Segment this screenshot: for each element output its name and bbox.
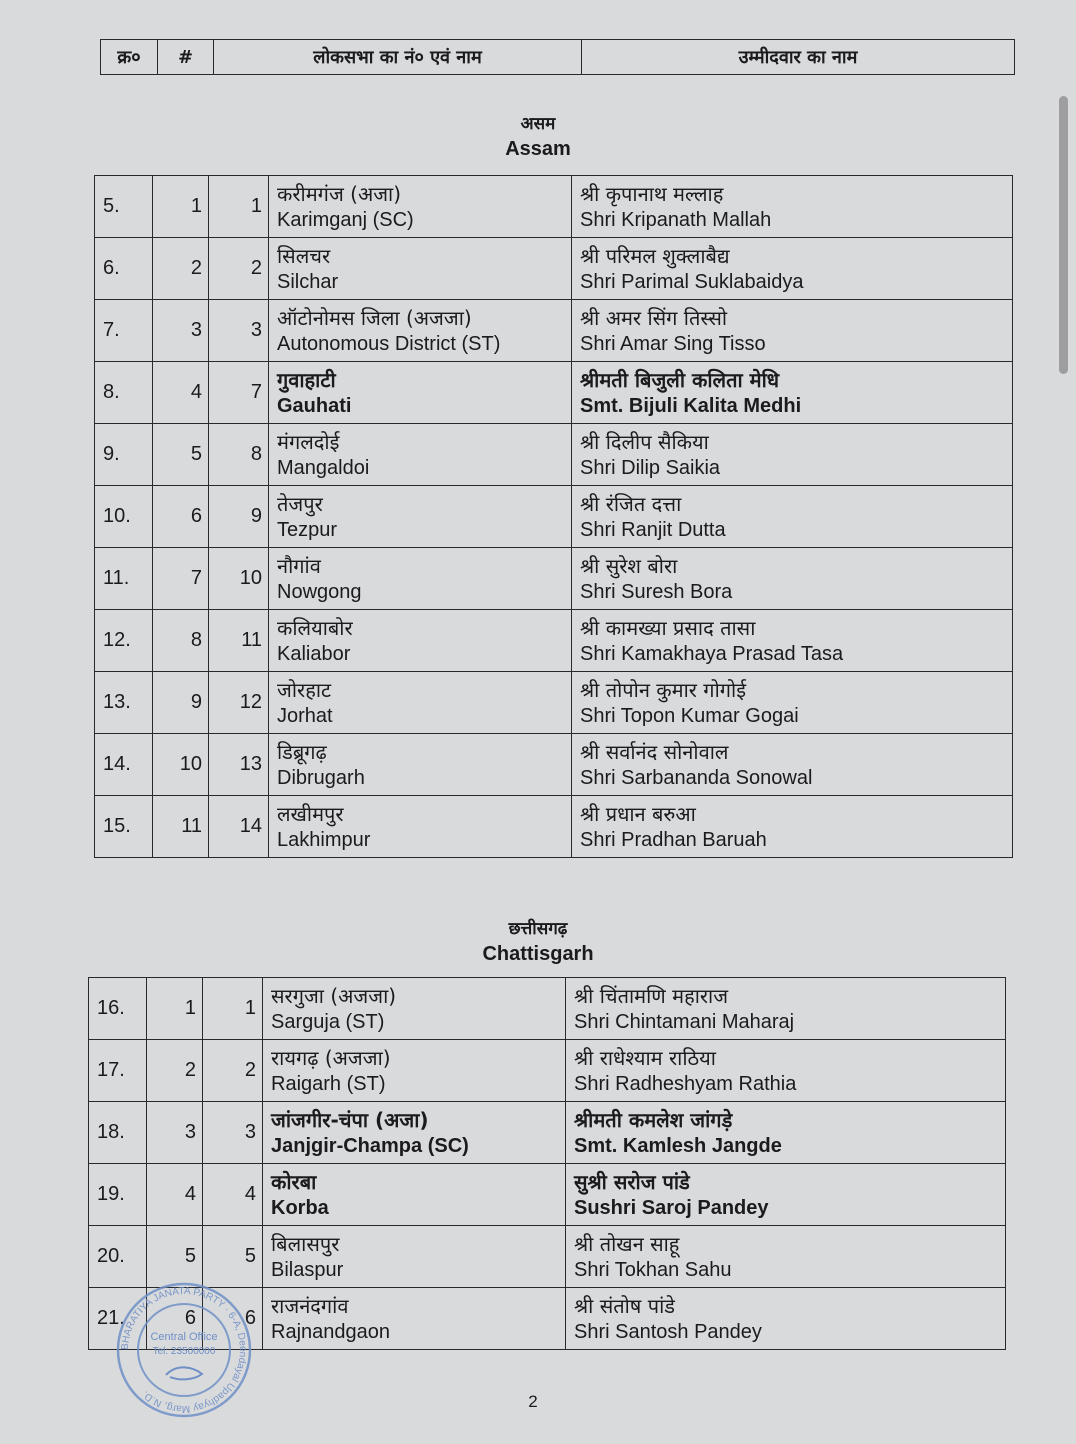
seat-number-cell: 11 — [209, 610, 269, 672]
header-hash: # — [158, 40, 214, 75]
constituency-cell — [269, 486, 572, 548]
constituency-cell-english: Autonomous District (ST) — [277, 332, 501, 355]
table-row — [95, 734, 1013, 796]
serial-number-cell: 19. — [89, 1164, 147, 1226]
serial-number-cell: 5. — [95, 176, 153, 238]
serial-number-cell: 7. — [95, 300, 153, 362]
candidate-cell-hindi: श्री सुरेश बोरा — [580, 553, 678, 578]
table-row — [89, 1102, 1006, 1164]
constituency-cell-hindi: सिलचर — [277, 243, 331, 268]
serial-number-cell: 18. — [89, 1102, 147, 1164]
candidate-cell-english: Smt. Bijuli Kalita Medhi — [580, 394, 802, 417]
serial-number-cell: 16. — [89, 978, 147, 1040]
header-constituency: लोकसभा का नं० एवं नाम — [214, 40, 582, 75]
candidate-cell-hindi: श्री परिमल शुक्लाबैद्य — [580, 243, 730, 268]
state-index-cell: 5 — [147, 1226, 203, 1288]
state-index-cell: 1 — [147, 978, 203, 1040]
candidate-cell-hindi: श्री कामख्या प्रसाद तासा — [580, 615, 756, 640]
candidate-cell-english: Shri Ranjit Dutta — [580, 518, 726, 541]
table-row — [95, 610, 1013, 672]
constituency-cell — [269, 424, 572, 486]
table-row — [95, 796, 1013, 858]
seat-number-cell: 12 — [209, 672, 269, 734]
candidate-cell — [572, 486, 1013, 548]
constituency-cell-hindi: रायगढ़ (अजजा) — [271, 1045, 391, 1070]
constituency-cell-hindi: जोरहाट — [277, 677, 332, 702]
seat-number-cell: 3 — [209, 300, 269, 362]
constituency-cell — [263, 1226, 566, 1288]
assam-candidates-table — [94, 175, 1013, 858]
constituency-cell — [263, 978, 566, 1040]
seat-number-cell: 3 — [203, 1102, 263, 1164]
state-index-cell: 8 — [153, 610, 209, 672]
constituency-cell — [263, 1040, 566, 1102]
constituency-cell-english: Tezpur — [277, 518, 338, 541]
constituency-cell-english: Kaliabor — [277, 642, 351, 665]
candidate-cell-english: Shri Santosh Pandey — [574, 1320, 762, 1343]
candidate-cell — [572, 672, 1013, 734]
constituency-cell — [269, 362, 572, 424]
table-row — [95, 362, 1013, 424]
constituency-cell-hindi: मंगलदोई — [277, 429, 340, 454]
candidate-cell-english: Shri Kripanath Mallah — [580, 208, 772, 231]
constituency-cell-hindi: बिलासपुर — [271, 1231, 340, 1256]
candidate-cell — [572, 300, 1013, 362]
column-header-table — [100, 39, 1015, 75]
constituency-cell-hindi: करीमगंज (अजा) — [277, 181, 402, 206]
table-row — [89, 1164, 1006, 1226]
seat-number-cell: 6 — [203, 1288, 263, 1350]
signature-mark — [166, 1367, 202, 1379]
serial-number-cell: 11. — [95, 548, 153, 610]
candidate-cell-english: Shri Tokhan Sahu — [574, 1258, 732, 1281]
candidate-cell-english: Shri Chintamani Maharaj — [574, 1010, 795, 1033]
constituency-cell-hindi: नौगांव — [277, 553, 321, 578]
constituency-cell — [269, 238, 572, 300]
serial-number-cell: 20. — [89, 1226, 147, 1288]
state-index-cell: 9 — [153, 672, 209, 734]
section-title-hindi: असम — [520, 114, 556, 134]
header-serial: क्र० — [101, 40, 158, 75]
seat-number-cell: 9 — [209, 486, 269, 548]
table-row — [89, 1226, 1006, 1288]
candidate-cell-hindi: श्रीमती कमलेश जांगड़े — [574, 1107, 733, 1132]
candidate-cell — [572, 610, 1013, 672]
constituency-cell-hindi: सरगुजा (अजजा) — [271, 983, 397, 1008]
candidate-cell — [572, 238, 1013, 300]
table-row — [95, 548, 1013, 610]
candidate-cell — [566, 1040, 1006, 1102]
constituency-cell — [269, 610, 572, 672]
serial-number-cell: 17. — [89, 1040, 147, 1102]
constituency-cell-english: Nowgong — [277, 580, 362, 603]
candidate-cell — [572, 362, 1013, 424]
constituency-cell-hindi: डिब्रूगढ़ — [277, 739, 327, 764]
seat-number-cell: 10 — [209, 548, 269, 610]
candidate-cell — [566, 1164, 1006, 1226]
seat-number-cell: 4 — [203, 1164, 263, 1226]
constituency-cell-hindi: गुवाहाटी — [277, 367, 336, 392]
constituency-cell-english: Bilaspur — [271, 1258, 344, 1281]
candidate-cell-english: Shri Kamakhaya Prasad Tasa — [580, 642, 844, 665]
section-title-english: Assam — [505, 138, 571, 160]
constituency-cell — [269, 300, 572, 362]
candidate-cell-hindi: श्री सर्वानंद सोनोवाल — [580, 739, 729, 764]
candidate-cell-hindi: श्री अमर सिंग तिस्सो — [580, 305, 728, 330]
state-index-cell: 2 — [147, 1040, 203, 1102]
candidate-cell-hindi: श्री कृपानाथ मल्लाह — [580, 181, 724, 206]
constituency-cell-hindi: कोरबा — [271, 1169, 317, 1194]
candidate-cell-hindi: श्री तोखन साहू — [574, 1231, 680, 1256]
state-index-cell: 3 — [153, 300, 209, 362]
constituency-cell-english: Gauhati — [277, 394, 352, 417]
candidate-cell-hindi: श्री संतोष पांडे — [574, 1293, 675, 1318]
constituency-cell-english: Karimganj (SC) — [277, 208, 414, 231]
serial-number-cell: 8. — [95, 362, 153, 424]
candidate-cell — [566, 1288, 1006, 1350]
candidate-cell-english: Shri Topon Kumar Gogai — [580, 704, 799, 727]
constituency-cell — [269, 672, 572, 734]
constituency-cell — [263, 1164, 566, 1226]
candidate-cell-hindi: श्री तोपोन कुमार गोगोई — [580, 677, 747, 702]
constituency-cell-hindi: ऑटोनोमस जिला (अजजा) — [277, 305, 472, 330]
candidate-cell — [566, 978, 1006, 1040]
candidate-cell-hindi: श्री प्रधान बरुआ — [580, 801, 696, 826]
table-row — [89, 978, 1006, 1040]
state-index-cell: 7 — [153, 548, 209, 610]
constituency-cell-english: Rajnandgaon — [271, 1320, 390, 1343]
state-index-cell: 5 — [153, 424, 209, 486]
serial-number-cell: 13. — [95, 672, 153, 734]
constituency-cell — [269, 734, 572, 796]
state-index-cell: 2 — [153, 238, 209, 300]
constituency-cell-hindi: लखीमपुर — [277, 801, 344, 826]
constituency-cell-hindi: जांजगीर-चंपा (अजा) — [271, 1107, 429, 1132]
table-row — [95, 300, 1013, 362]
candidate-cell — [572, 548, 1013, 610]
seat-number-cell: 7 — [209, 362, 269, 424]
state-index-cell: 4 — [153, 362, 209, 424]
table-row — [95, 486, 1013, 548]
serial-number-cell: 12. — [95, 610, 153, 672]
section-title-assam — [0, 111, 1076, 161]
candidate-cell-english: Shri Parimal Suklabaidya — [580, 270, 804, 293]
state-index-cell: 3 — [147, 1102, 203, 1164]
candidate-cell-hindi: श्री राधेश्याम राठिया — [574, 1045, 716, 1070]
candidate-cell-hindi: श्रीमती बिजुली कलिता मेधि — [580, 367, 780, 392]
state-index-cell: 1 — [153, 176, 209, 238]
constituency-cell-hindi: राजनंदगांव — [271, 1293, 349, 1318]
seat-number-cell: 1 — [203, 978, 263, 1040]
candidate-cell — [572, 176, 1013, 238]
serial-number-cell: 14. — [95, 734, 153, 796]
state-index-cell: 10 — [153, 734, 209, 796]
constituency-cell — [269, 548, 572, 610]
candidate-cell-english: Shri Amar Sing Tisso — [580, 332, 766, 355]
candidate-cell — [572, 734, 1013, 796]
seat-number-cell: 5 — [203, 1226, 263, 1288]
table-row — [89, 1040, 1006, 1102]
constituency-cell-english: Dibrugarh — [277, 766, 365, 789]
stamp-inner-line2: Tel: 23500000 — [152, 1346, 216, 1357]
serial-number-cell: 10. — [95, 486, 153, 548]
table-row — [95, 672, 1013, 734]
section-title-chhattisgarh — [0, 916, 1076, 966]
serial-number-cell: 9. — [95, 424, 153, 486]
constituency-cell-english: Jorhat — [277, 704, 333, 727]
constituency-cell-english: Mangaldoi — [277, 456, 370, 479]
candidate-cell-english: Smt. Kamlesh Jangde — [574, 1134, 782, 1157]
constituency-cell-english: Sarguja (ST) — [271, 1010, 385, 1033]
candidate-cell-english: Shri Pradhan Baruah — [580, 828, 767, 851]
constituency-cell-english: Korba — [271, 1196, 329, 1219]
candidate-cell-english: Shri Dilip Saikia — [580, 456, 721, 479]
candidate-cell-hindi: श्री दिलीप सैकिया — [580, 429, 709, 454]
serial-number-cell: 6. — [95, 238, 153, 300]
section-title-english: Chattisgarh — [482, 943, 594, 965]
state-index-cell: 4 — [147, 1164, 203, 1226]
serial-number-cell: 21. — [89, 1288, 147, 1350]
serial-number-cell: 15. — [95, 796, 153, 858]
seat-number-cell: 2 — [203, 1040, 263, 1102]
constituency-cell-english: Lakhimpur — [277, 828, 371, 851]
state-index-cell: 6 — [153, 486, 209, 548]
constituency-cell-english: Raigarh (ST) — [271, 1072, 386, 1095]
stamp-inner-line1: Central Office — [150, 1331, 218, 1343]
constituency-cell — [269, 176, 572, 238]
page-number: 2 — [528, 1392, 538, 1411]
constituency-cell-english: Silchar — [277, 270, 339, 293]
constituency-cell — [263, 1102, 566, 1164]
state-index-cell: 11 — [153, 796, 209, 858]
state-index-cell: 6 — [147, 1288, 203, 1350]
seat-number-cell: 13 — [209, 734, 269, 796]
constituency-cell — [263, 1288, 566, 1350]
candidate-cell-english: Shri Radheshyam Rathia — [574, 1072, 797, 1095]
candidate-cell-hindi: श्री चिंतामणि महाराज — [574, 983, 729, 1008]
candidate-cell — [572, 796, 1013, 858]
stamp-outer-text: BHARATIYA JANATA PARTY · 6-A, Deendayal Upadhyay Marg, N.D. — [119, 1285, 249, 1415]
table-row — [95, 424, 1013, 486]
candidate-cell-hindi: श्री रंजित दत्ता — [580, 491, 682, 516]
candidate-cell-english: Shri Sarbananda Sonowal — [580, 766, 813, 789]
section-title-hindi: छत्तीसगढ़ — [508, 919, 568, 939]
candidate-cell-english: Sushri Saroj Pandey — [574, 1196, 769, 1219]
constituency-cell-hindi: तेजपुर — [277, 491, 323, 516]
candidate-cell — [566, 1226, 1006, 1288]
candidate-cell — [566, 1102, 1006, 1164]
candidate-cell-hindi: सुश्री सरोज पांडे — [574, 1169, 690, 1194]
seat-number-cell: 1 — [209, 176, 269, 238]
constituency-cell-english: Janjgir-Champa (SC) — [271, 1134, 469, 1157]
constituency-cell — [269, 796, 572, 858]
seat-number-cell: 14 — [209, 796, 269, 858]
table-row — [95, 176, 1013, 238]
candidate-cell-english: Shri Suresh Bora — [580, 580, 733, 603]
constituency-cell-hindi: कलियाबोर — [277, 615, 353, 640]
candidate-cell — [572, 424, 1013, 486]
seat-number-cell: 8 — [209, 424, 269, 486]
table-row — [95, 238, 1013, 300]
seat-number-cell: 2 — [209, 238, 269, 300]
header-candidate: उम्मीदवार का नाम — [582, 40, 1015, 75]
